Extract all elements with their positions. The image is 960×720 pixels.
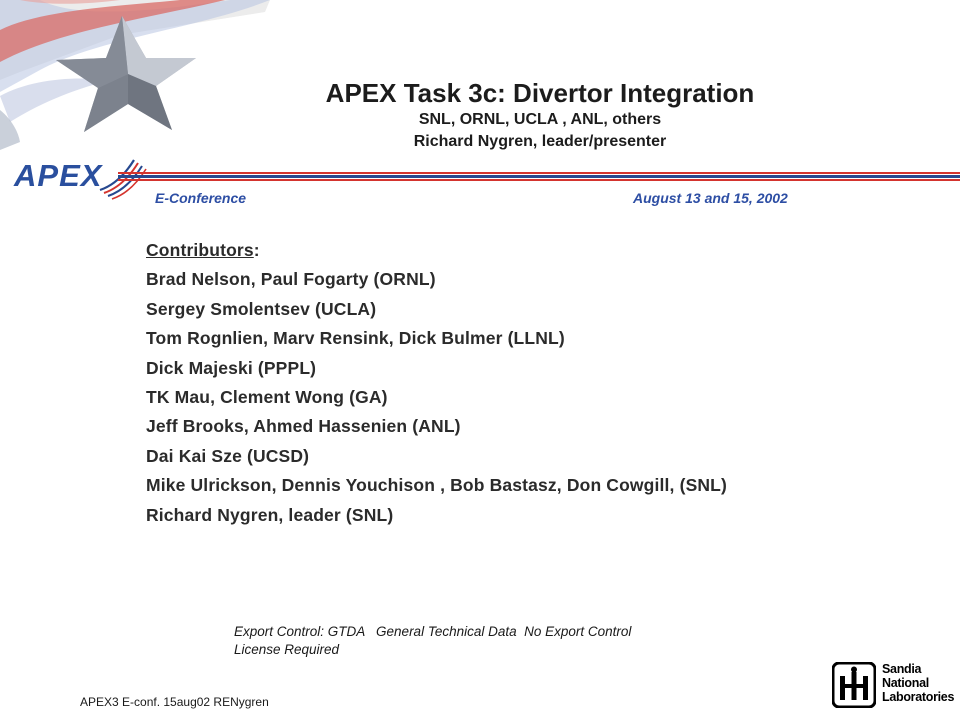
export-control-line-2: License Required: [234, 642, 340, 657]
export-control-notice: [234, 623, 734, 659]
contributors-heading-text: Contributors: [146, 240, 254, 260]
header-rule-red-bottom: [118, 179, 960, 181]
conference-label: E-Conference: [155, 190, 247, 206]
export-control-line-1: Export Control: GTDA General Technical Data No Export Control: [234, 624, 632, 639]
contributor-line: Dai Kai Sze (UCSD): [146, 445, 310, 466]
contributor-line: TK Mau, Clement Wong (GA): [146, 386, 388, 407]
apex-logo: [0, 0, 160, 200]
contributors-list: [146, 236, 727, 530]
conference-date: August 13 and 15, 2002: [633, 190, 788, 206]
slide-subtitle-leader: Richard Nygren, leader/presenter: [413, 133, 667, 150]
header-rule-red-top: [118, 172, 960, 174]
sandia-logo-line-2: National: [882, 676, 929, 690]
contributor-line: Brad Nelson, Paul Fogarty (ORNL): [146, 269, 436, 290]
footer-note: APEX3 E-conf. 15aug02 RENygren: [80, 695, 269, 709]
contributor-line: Jeff Brooks, Ahmed Hassenien (ANL): [146, 416, 461, 437]
header-rule-blue: [118, 175, 960, 178]
contributor-line: Sergey Smolentsev (UCLA): [146, 298, 377, 319]
contributor-line: Richard Nygren, leader (SNL): [146, 504, 394, 525]
sandia-logo: [832, 660, 955, 710]
contributors-heading: [146, 236, 727, 265]
sandia-thunderbird-icon: [832, 662, 876, 708]
contributor-line: Tom Rognlien, Marv Rensink, Dick Bulmer (LLNL): [146, 328, 565, 349]
contributor-line: Dick Majeski (PPPL): [146, 357, 317, 378]
contributors-heading-colon: :: [253, 240, 260, 260]
apex-logo-text: APEX: [14, 158, 103, 193]
sandia-logo-line-1: Sandia: [882, 662, 922, 676]
contributor-line: Mike Ulrickson, Dennis Youchison , Bob Bastasz, Don Cowgill, (SNL): [146, 475, 727, 496]
sandia-logo-line-3: Laboratories: [882, 690, 955, 704]
slide-title: APEX Task 3c: Divertor Integration: [325, 78, 755, 108]
slide-subtitle-organizations: SNL, ORNL, UCLA , ANL, others: [418, 111, 662, 128]
